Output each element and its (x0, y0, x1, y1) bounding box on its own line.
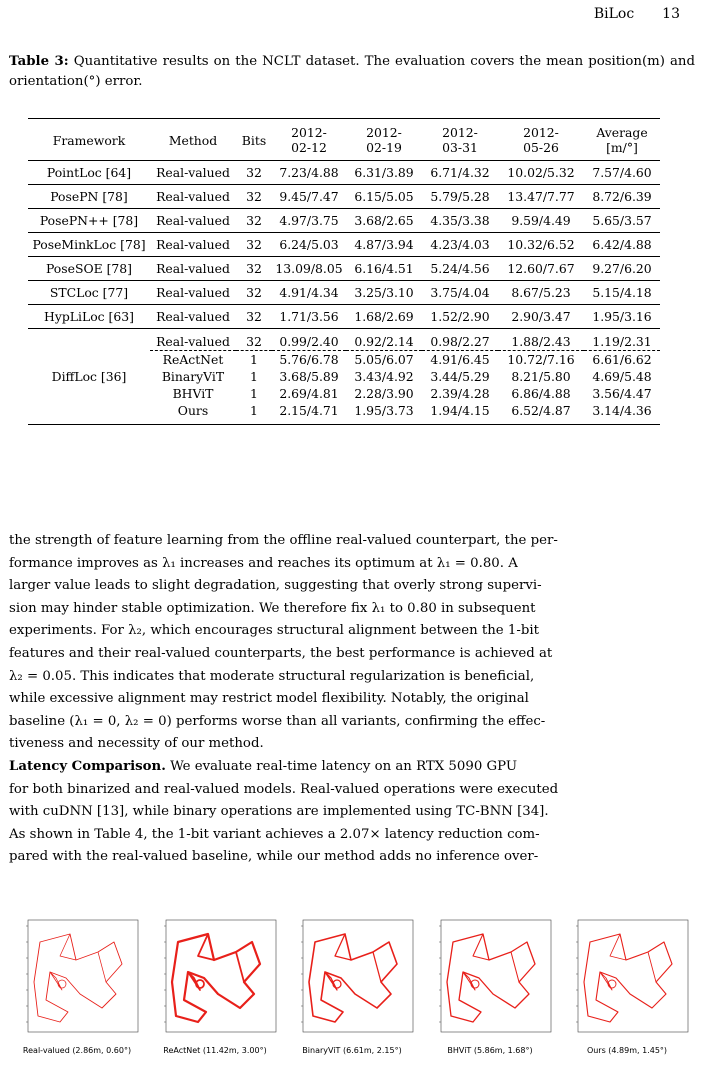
results-table (28, 118, 660, 425)
col-framework: Framework (52, 132, 126, 148)
cell-average: 7.57/4.60 (584, 161, 660, 185)
text-line: sion may hinder stable optimization. We therefore fix λ₁ to 0.80 in subsequent (9, 600, 536, 616)
cell-framework: PosePN [78] (28, 185, 150, 209)
cell-value: 4.91/6.45 (422, 351, 498, 369)
text-line: As shown in Table 4, the 1-bit variant achieves a 2.07× latency reduction com- (9, 826, 540, 842)
panel-caption: ReActNet (11.42m, 3.00°) (163, 1046, 267, 1055)
panel-caption: BHViT (5.86m, 1.68°) (447, 1046, 533, 1055)
cell-bits: 32 (236, 257, 272, 281)
cell-method: BHViT (172, 386, 214, 401)
cell-value: 2.69/4.81 (279, 386, 339, 401)
text-line: pared with the real-valued baseline, while our method adds no inference over- (9, 849, 539, 865)
cell-value: 13.47/7.77 (498, 185, 584, 209)
cell-value: 1.68/2.69 (346, 305, 422, 329)
page-number: 13 (662, 6, 680, 22)
cell-value: 6.71/4.32 (422, 161, 498, 185)
cell-value: 6.16/4.51 (346, 257, 422, 281)
cell-value: 5.79/5.28 (422, 185, 498, 209)
trajectory-panel (423, 912, 557, 1062)
cell-value: 7.23/4.88 (272, 161, 346, 185)
trajectory-plot (285, 912, 419, 1042)
table-caption (9, 52, 695, 92)
cell-bits: 1 (236, 351, 272, 369)
cell-average: 4.69/5.48 (592, 369, 652, 384)
cell-bits: 32 (236, 161, 272, 185)
text-line: formance improves as λ₁ increases and reaches its optimum at λ₁ = 0.80. A (9, 555, 518, 571)
cell-value: 10.72/7.16 (498, 351, 584, 369)
cell-value: 8.67/5.23 (498, 281, 584, 305)
cell-value: 0.98/2.27 (422, 329, 498, 351)
panel-caption: Real-valued (2.86m, 0.60°) (22, 1046, 132, 1055)
text-line: baseline (λ₁ = 0, λ₂ = 0) performs worse than all variants, confirming the effec- (9, 713, 546, 729)
cell-value: 6.15/5.05 (346, 185, 422, 209)
cell-average: 1.95/3.16 (584, 305, 660, 329)
text-line: λ₂ = 0.05. This indicates that moderate structural regularization is beneficial, (9, 668, 535, 684)
col-method: Method (168, 132, 218, 148)
trajectory-plot (10, 912, 144, 1042)
cell-value: 6.52/4.87 (498, 402, 584, 425)
table-row (28, 185, 660, 209)
table-row (28, 305, 660, 329)
cell-bits: 1 (236, 402, 272, 425)
trajectory-path (447, 934, 535, 1022)
cell-value: 3.44/5.29 (430, 369, 490, 384)
col-date-3: 2012- 03-31 (442, 125, 478, 155)
trajectory-plot (560, 912, 694, 1042)
cell-method: Real-valued (150, 257, 236, 281)
trajectory-path (584, 934, 672, 1022)
cell-value: 8.21/5.80 (511, 369, 571, 384)
cell-bits: 32 (236, 185, 272, 209)
cell-value: 5.24/4.56 (422, 257, 498, 281)
table-row (28, 281, 660, 305)
cell-method: BinaryViT (161, 369, 225, 384)
plot-frame (441, 920, 551, 1032)
cell-value: 6.31/3.89 (346, 161, 422, 185)
text-line: the strength of feature learning from the offline real-valued counterpart, the per- (9, 533, 558, 548)
text-line: features and their real-valued counterparts, the best performance is achieved at (9, 645, 553, 661)
cell-method: Real-valued (150, 161, 236, 185)
cell-framework-group: DiffLoc [36] (28, 329, 150, 425)
cell-method: Real-valued (150, 329, 236, 351)
trajectory-path (172, 934, 260, 1022)
cell-average: 6.42/4.88 (584, 233, 660, 257)
cell-average: 8.72/6.39 (584, 185, 660, 209)
cell-method: Real-valued (150, 305, 236, 329)
trajectory-figure (0, 912, 704, 1062)
table-caption-text: Quantitative results on the NCLT dataset. The evaluation covers the mean position(m) and orientation(°) error. (9, 54, 695, 89)
text-line: with cuDNN [13], while binary operations are implemented using TC-BNN [34]. (9, 804, 549, 820)
cell-method: Real-valued (150, 185, 236, 209)
cell-method: Real-valued (150, 281, 236, 305)
text-line: tiveness and necessity of our method. (9, 736, 264, 752)
trajectory-panel (285, 912, 419, 1062)
text-line: Latency Comparison. We evaluate real-time latency on an RTX 5090 GPU (9, 759, 518, 774)
trajectory-panel (148, 912, 282, 1062)
text-line: for both binarized and real-valued models. Real-valued operations were executed (9, 781, 559, 797)
cell-average: 5.65/3.57 (584, 209, 660, 233)
table-header-row (28, 119, 660, 161)
cell-value: 4.97/3.75 (272, 209, 346, 233)
trajectory-plot (423, 912, 557, 1042)
table-row (28, 257, 660, 281)
cell-average: 3.56/4.47 (592, 386, 652, 401)
cell-value: 4.87/3.94 (346, 233, 422, 257)
plot-frame (166, 920, 276, 1032)
panel-caption: Ours (4.89m, 1.45°) (586, 1046, 668, 1055)
cell-value: 5.76/6.78 (272, 351, 346, 369)
cell-value: 2.90/3.47 (498, 305, 584, 329)
cell-value: 12.60/7.67 (498, 257, 584, 281)
paragraph-latency (9, 756, 695, 869)
section-heading-latency: Latency Comparison. (9, 759, 166, 774)
cell-value: 10.32/6.52 (498, 233, 584, 257)
cell-value: 4.91/4.34 (272, 281, 346, 305)
trajectory-panel (10, 912, 144, 1062)
cell-value: 0.99/2.40 (272, 329, 346, 351)
panel-caption: BinaryViT (6.61m, 2.15°) (302, 1046, 402, 1055)
cell-value: 2.15/4.71 (272, 402, 346, 425)
cell-average: 1.19/2.31 (584, 329, 660, 351)
table-row (28, 233, 660, 257)
plot-frame (28, 920, 138, 1032)
cell-value: 3.75/4.04 (422, 281, 498, 305)
plot-frame (578, 920, 688, 1032)
cell-bits: 32 (236, 209, 272, 233)
text-line: while excessive alignment may restrict model flexibility. Notably, the original (9, 691, 529, 707)
cell-framework: PoseSOE [78] (28, 257, 150, 281)
cell-value: 9.59/4.49 (498, 209, 584, 233)
cell-value: 1.52/2.90 (422, 305, 498, 329)
text-line: larger value leads to slight degradation, suggesting that overly strong supervi- (9, 578, 542, 594)
cell-value: 6.86/4.88 (511, 386, 571, 401)
cell-value: 6.24/5.03 (272, 233, 346, 257)
table-caption-label: Table 3: (9, 54, 69, 69)
cell-value: 3.68/2.65 (346, 209, 422, 233)
running-title: BiLoc (593, 6, 635, 22)
cell-average: 9.27/6.20 (584, 257, 660, 281)
cell-value: 5.05/6.07 (346, 351, 422, 369)
cell-value: 1.95/3.73 (346, 402, 422, 425)
cell-method: Ours (150, 402, 236, 425)
cell-bits: 32 (236, 305, 272, 329)
cell-bits: 1 (250, 369, 258, 384)
cell-framework: PointLoc [64] (28, 161, 150, 185)
cell-method: Real-valued (150, 233, 236, 257)
cell-bits: 1 (250, 386, 258, 401)
trajectory-plot (148, 912, 282, 1042)
cell-value: 3.68/5.89 (279, 369, 339, 384)
cell-value: 3.25/3.10 (346, 281, 422, 305)
cell-value: 4.23/4.03 (422, 233, 498, 257)
cell-value: 1.71/3.56 (272, 305, 346, 329)
cell-value: 2.28/3.90 (354, 386, 414, 401)
cell-value: 0.92/2.14 (346, 329, 422, 351)
cell-average: 5.15/4.18 (584, 281, 660, 305)
cell-value: 3.43/4.92 (354, 369, 414, 384)
cell-average: 6.61/6.62 (584, 351, 660, 369)
cell-value: 2.39/4.28 (430, 386, 490, 401)
cell-framework: HypLiLoc [63] (28, 305, 150, 329)
plot-frame (303, 920, 413, 1032)
cell-method: ReActNet (150, 351, 236, 369)
col-date-2: 2012- 02-19 (366, 125, 402, 155)
cell-value: 1.88/2.43 (498, 329, 584, 351)
table-row (28, 161, 660, 185)
text-line: experiments. For λ₂, which encourages structural alignment between the 1-bit (9, 623, 539, 639)
cell-framework: STCLoc [77] (28, 281, 150, 305)
cell-value: 10.02/5.32 (498, 161, 584, 185)
table-row (28, 329, 660, 351)
cell-bits: 32 (236, 281, 272, 305)
cell-value: 9.45/7.47 (272, 185, 346, 209)
col-bits: Bits (241, 132, 267, 148)
table-row (28, 209, 660, 233)
cell-value: 4.35/3.38 (422, 209, 498, 233)
cell-method: Real-valued (150, 209, 236, 233)
col-date-4: 2012- 05-26 (523, 125, 559, 155)
col-date-1: 2012- 02-12 (291, 125, 327, 155)
running-header (594, 6, 680, 22)
cell-average-best: 3.14/4.36 (584, 402, 660, 425)
cell-bits: 32 (236, 329, 272, 351)
paragraph-ablation (9, 530, 695, 756)
cell-value: 1.94/4.15 (422, 402, 498, 425)
cell-framework: PosePN++ [78] (28, 209, 150, 233)
trajectory-path (34, 934, 122, 1022)
cell-framework: PoseMinkLoc [78] (28, 233, 150, 257)
trajectory-path (309, 934, 397, 1022)
trajectory-panel (560, 912, 694, 1062)
col-average: Average [m/°] (596, 125, 648, 155)
cell-value: 13.09/8.05 (272, 257, 346, 281)
cell-bits: 32 (236, 233, 272, 257)
